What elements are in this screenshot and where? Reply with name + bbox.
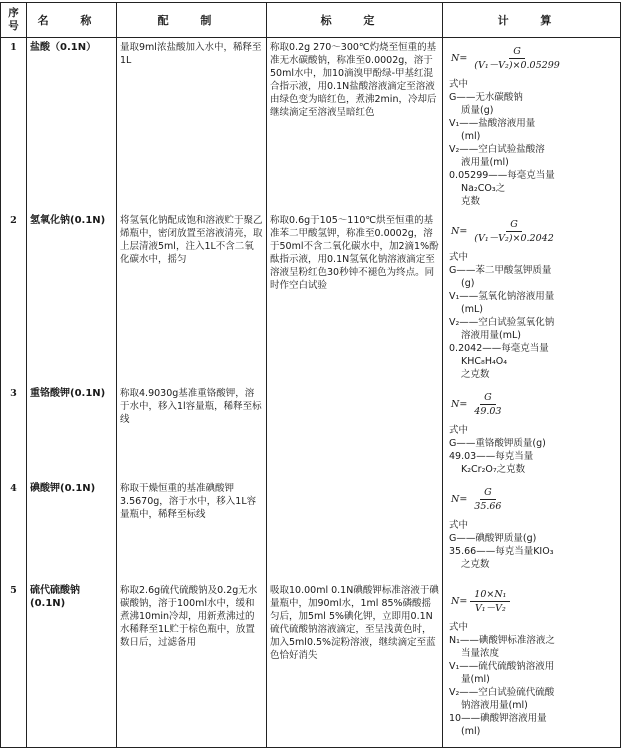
row-number: 2 <box>1 211 27 384</box>
calc-legend-line: KHC₈H₄O₄ <box>461 356 508 367</box>
calc-legend-line: V₁——硫代硫酸钠溶液用 <box>449 661 555 672</box>
calc-legend-line: 10——碘酸钾溶液用量 <box>449 713 547 724</box>
table-row <box>1 581 621 748</box>
calc-legend-line: 钠溶液用量(ml) <box>461 700 528 711</box>
calc-formula <box>451 45 617 72</box>
standardization-text: 称取0.2g 270～300℃灼烧至恒重的基准无水碳酸钠，称准至0.0002g，溶于50ml水中，加10滴溴甲酚绿-甲基红混合指示液，用0.1N盐酸溶液滴定至溶液由绿色变为暗红色，煮沸2min，冷却后继续滴定至溶液呈暗红色 <box>267 38 443 212</box>
formula-fraction <box>470 391 505 418</box>
calc-legend-line: 0.05299——每毫克当量 <box>449 170 555 181</box>
calc-formula <box>451 391 617 418</box>
header-seq: 序号 <box>1 3 27 38</box>
header-calc: 计 算 <box>443 3 621 38</box>
formula-denominator: 35.66 <box>474 501 502 512</box>
reagent-name: 氢氧化钠(0.1N) <box>27 211 117 384</box>
calc-legend-line: 当量浓度 <box>461 648 500 659</box>
row-number: 5 <box>1 581 27 748</box>
formula-lhs: N= <box>451 596 468 607</box>
calc-legend-line: 式中 <box>449 425 469 436</box>
calc-legend-line: 35.66——每克当量KIO₃ <box>449 546 554 557</box>
header-prep: 配 制 <box>117 3 267 38</box>
calc-legend-line: 之克数 <box>461 559 490 570</box>
header-name: 名 称 <box>27 3 117 38</box>
calc-legend-line: Na₂CO₃之 <box>461 183 506 194</box>
preparation-text: 将氢氧化钠配成饱和溶液贮于聚乙烯瓶中，密闭放置至溶液清亮，取上层清液5ml，注入1L不含二氧化碳水中，摇匀 <box>117 211 267 384</box>
reagent-standardization-table <box>0 2 621 748</box>
calc-legend-line: 式中 <box>449 252 469 263</box>
table-row <box>1 211 621 384</box>
calc-legend-line: 溶液用量(mL) <box>461 330 521 341</box>
calc-formula <box>451 588 617 615</box>
calculation-cell <box>443 479 621 581</box>
calc-legend-line: G——无水碳酸钠 <box>449 92 523 103</box>
calc-legend-line: 式中 <box>449 79 469 90</box>
standardization-text <box>267 479 443 581</box>
header-std: 标 定 <box>267 3 443 38</box>
table-row <box>1 479 621 581</box>
table-row <box>1 384 621 479</box>
calc-legend-line: V₁——盐酸溶液用量 <box>449 118 536 129</box>
formula-denominator: 49.03 <box>474 406 502 417</box>
standardization-text: 称取0.6g于105～110℃烘至恒重的基准苯二甲酸氢钾，称准至0.0002g，溶于50ml不含二氧化碳水中，加2滴1%酚酞指示液，用0.1N氢氧化钠溶液滴定至溶液呈粉红色30秒钟不褪色为终点。同时作空白试验 <box>267 211 443 384</box>
formula-denominator: V₁－V₂ <box>474 603 506 614</box>
calc-legend-line: (g) <box>461 278 475 289</box>
reagent-name: 重铬酸钾(0.1N) <box>27 384 117 479</box>
calc-legend-line: V₂——空白试验硫代硫酸 <box>449 687 555 698</box>
row-number: 4 <box>1 479 27 581</box>
calc-legend-line: 式中 <box>449 622 469 633</box>
calculation-cell <box>443 38 621 212</box>
formula-fraction <box>470 218 557 245</box>
formula-lhs: N= <box>451 494 468 505</box>
calculation-cell <box>443 384 621 479</box>
row-number: 1 <box>1 38 27 212</box>
calc-legend-line: 之克数 <box>461 369 490 380</box>
reagent-name: 盐酸（0.1N） <box>27 38 117 212</box>
table-row <box>1 38 621 212</box>
calc-formula <box>451 486 617 513</box>
formula-numerator: G <box>506 218 522 232</box>
formula-numerator: G <box>480 486 496 500</box>
standardization-text <box>267 384 443 479</box>
formula-numerator: G <box>509 45 525 59</box>
formula-fraction <box>470 45 564 72</box>
calculation-cell <box>443 211 621 384</box>
reagent-name: 硫代硫酸钠(0.1N) <box>27 581 117 748</box>
formula-lhs: N= <box>451 53 468 64</box>
calc-legend-line: G——碘酸钾质量(g) <box>449 533 537 544</box>
table-header-row <box>1 3 621 38</box>
formula-lhs: N= <box>451 399 468 410</box>
calc-legend-line: 式中 <box>449 520 469 531</box>
calc-legend-line: 0.2042——每毫克当量 <box>449 343 549 354</box>
calc-legend-line: 量(ml) <box>461 674 490 685</box>
preparation-text: 称取干燥恒重的基准碘酸钾3.5670g，溶于水中，移入1L容量瓶中，稀释至标线 <box>117 479 267 581</box>
reagent-name: 碘酸钾(0.1N) <box>27 479 117 581</box>
calc-legend-line: 液用量(ml) <box>461 157 509 168</box>
formula-lhs: N= <box>451 226 468 237</box>
calc-legend-line: (ml) <box>461 726 481 737</box>
calc-legend-line: 克数 <box>461 196 481 207</box>
calc-legend-line: (mL) <box>461 304 483 315</box>
calc-legend-line: G——重铬酸钾质量(g) <box>449 438 546 449</box>
formula-denominator: (V₁－V₂)×0.2042 <box>474 233 554 244</box>
calc-legend-line: 质量(g) <box>461 105 494 116</box>
calc-legend-line: 49.03——每克当量 <box>449 451 534 462</box>
calculation-cell <box>443 581 621 748</box>
formula-denominator: (V₁－V₂)×0.05299 <box>474 60 560 71</box>
formula-fraction <box>470 588 510 615</box>
calc-legend-line: V₂——空白试验氢氧化钠 <box>449 317 555 328</box>
calc-formula <box>451 218 617 245</box>
calc-legend-line: K₂Cr₂O₇之克数 <box>461 464 526 475</box>
calc-legend-line: (ml) <box>461 131 481 142</box>
calc-legend-line: G——苯二甲酸氢钾质量 <box>449 265 552 276</box>
preparation-text: 称取2.6g硫代硫酸钠及0.2g无水碳酸钠，溶于100ml水中，缓和煮沸10min冷却，用新煮沸过的水稀释至1L贮于棕色瓶中，放置数日后，过滤备用 <box>117 581 267 748</box>
formula-fraction <box>470 486 505 513</box>
row-number: 3 <box>1 384 27 479</box>
calc-legend-line: V₁——氢氧化钠溶液用量 <box>449 291 555 302</box>
standardization-text: 吸取10.00ml 0.1N碘酸钾标准溶液于碘量瓶中，加90ml水，1ml 85%磷酸摇匀后，加5ml 5%碘化钾，立即用0.1N硫代硫酸钠溶液滴定，至呈浅黄色时，加入5ml0.5%淀粉溶液，继续滴定至蓝色恰好消失 <box>267 581 443 748</box>
formula-numerator: 10×N₁ <box>470 588 510 602</box>
preparation-text: 称取4.9030g基准重铬酸钾，溶于水中，移入1l容量瓶，稀释至标线 <box>117 384 267 479</box>
preparation-text: 量取9ml浓盐酸加入水中，稀释至1L <box>117 38 267 212</box>
calc-legend-line: N₁——碘酸钾标准溶液之 <box>449 635 555 646</box>
calc-legend-line: V₂——空白试验盐酸溶 <box>449 144 545 155</box>
formula-numerator: G <box>480 391 496 405</box>
